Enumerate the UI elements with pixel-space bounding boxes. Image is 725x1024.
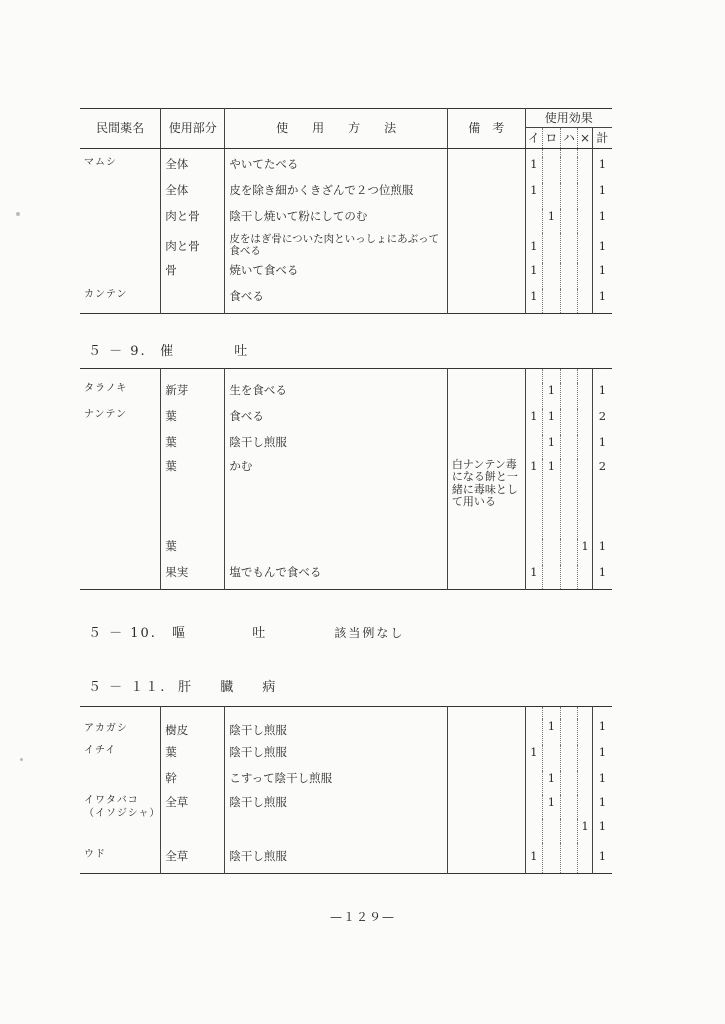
effect-i: 1 [525, 459, 543, 539]
part-used: 骨 [161, 263, 225, 289]
effect-ro [543, 289, 561, 313]
usage-method: 皮を除き細かくきざんで２つ位煎服 [225, 183, 448, 209]
effect-ha [560, 209, 578, 233]
part-used: 肉と骨 [161, 233, 225, 263]
remedy-name [80, 435, 161, 459]
table-row [80, 565, 612, 589]
table-row [80, 263, 612, 289]
effect-x [578, 719, 592, 745]
remedy-name [80, 459, 161, 539]
effect-x [578, 289, 592, 313]
effect-i [525, 719, 543, 745]
remedy-name: カンテン [84, 289, 128, 300]
effect-ro [543, 565, 561, 589]
effect-ha [560, 745, 578, 771]
usage-method: 陰干し煎服 [225, 843, 448, 873]
remarks [447, 157, 525, 183]
remedy-name: イワタバコ （イソジシャ） [84, 795, 161, 819]
usage-method: 食べる [225, 409, 448, 435]
remarks: 白ナンテン毒になる餅と一緒に毒味として用いる [447, 459, 525, 539]
table-row [80, 157, 612, 183]
header-note: 備 考 [447, 109, 525, 149]
remedy-name: マムシ [84, 157, 117, 168]
section-title-char: 肝 [178, 680, 194, 695]
effect-ha [560, 289, 578, 313]
effect-i: 1 [525, 565, 543, 589]
page-number: —１２９— [329, 910, 395, 924]
usage-method: 陰干し焼いて粉にしてのむ [225, 209, 448, 233]
effect-i: 1 [525, 157, 543, 183]
effect-ha [560, 157, 578, 183]
effect-ro: 1 [543, 771, 561, 795]
remarks [447, 209, 525, 233]
header-method: 使 用 方 法 [225, 109, 448, 149]
effect-total: 1 [592, 819, 612, 843]
table-row [80, 435, 612, 459]
effect-x [578, 771, 592, 795]
effect-x [578, 435, 592, 459]
effect-ha [560, 383, 578, 409]
effect-ha [560, 409, 578, 435]
header-total: 計 [592, 128, 612, 149]
effect-total: 1 [592, 157, 612, 183]
section-heading-5-11 [88, 676, 277, 695]
part-used: 葉 [161, 435, 225, 459]
part-used: 全草 [161, 795, 225, 819]
effect-total: 1 [592, 795, 612, 819]
remarks [447, 409, 525, 435]
effect-ro: 1 [543, 209, 561, 233]
effect-x [578, 209, 592, 233]
table-row [80, 539, 612, 565]
effect-x [578, 459, 592, 539]
effect-total: 1 [592, 289, 612, 313]
scan-speck [16, 212, 20, 216]
remedy-name [80, 263, 161, 289]
effect-ro: 1 [543, 383, 561, 409]
effect-ha [560, 771, 578, 795]
effect-i: 1 [525, 745, 543, 771]
effect-x [578, 263, 592, 289]
table-row [80, 795, 612, 819]
effect-ro: 1 [543, 719, 561, 745]
usage-method: 食べる [225, 289, 448, 313]
effect-ha [560, 435, 578, 459]
part-used: 幹 [161, 771, 225, 795]
remarks [447, 719, 525, 745]
effect-total: 1 [592, 565, 612, 589]
effect-ha [560, 719, 578, 745]
effect-i: 1 [525, 409, 543, 435]
section-number: ５ － １１. [88, 680, 167, 695]
table-row [80, 233, 612, 263]
remedy-name [80, 209, 161, 233]
effect-x [578, 795, 592, 819]
usage-method: 陰干し煎服 [225, 745, 448, 771]
remarks [447, 289, 525, 313]
table-row [80, 843, 612, 873]
effect-i: 1 [525, 843, 543, 873]
header-effect-ro: ロ [543, 128, 561, 149]
effect-x [578, 157, 592, 183]
remedy-name: タラノキ [84, 383, 128, 394]
remarks [447, 565, 525, 589]
remarks [447, 383, 525, 409]
effect-x [578, 183, 592, 209]
effect-i [525, 795, 543, 819]
usage-method: かむ [225, 459, 448, 539]
part-used: 葉 [161, 539, 225, 565]
section-note: 該当例なし [334, 626, 405, 640]
header-effect-i: イ [525, 128, 543, 149]
effect-total: 1 [592, 771, 612, 795]
effect-total: 1 [592, 383, 612, 409]
usage-method: 生を食べる [225, 383, 448, 409]
effect-i [525, 539, 543, 565]
effect-x [578, 233, 592, 263]
usage-method: 焼いて食べる [225, 263, 448, 289]
effect-total: 1 [592, 539, 612, 565]
part-used [161, 819, 225, 843]
effect-ha [560, 819, 578, 843]
header-name: 民間薬名 [80, 109, 161, 149]
effect-ro [543, 539, 561, 565]
effect-i: 1 [525, 263, 543, 289]
effect-total: 1 [592, 209, 612, 233]
part-used: 果実 [161, 565, 225, 589]
effect-ro [543, 233, 561, 263]
effect-total: 1 [592, 435, 612, 459]
usage-method [225, 819, 448, 843]
effect-x [578, 745, 592, 771]
section-number: ５ － 10. [88, 626, 157, 641]
table-5-9 [80, 368, 612, 590]
part-used: 全体 [161, 183, 225, 209]
effect-i: 1 [525, 233, 543, 263]
effect-ha [560, 565, 578, 589]
table-row [80, 719, 612, 745]
effect-total: 1 [592, 233, 612, 263]
remarks [447, 795, 525, 819]
remedy-name [80, 771, 161, 795]
usage-method: やいてたべる [225, 157, 448, 183]
remedy-name: ナンテン [84, 409, 127, 420]
usage-method: 陰干し煎服 [225, 795, 448, 819]
effect-i: 1 [525, 183, 543, 209]
header-effect: 使用効果 [525, 109, 612, 128]
table-row [80, 383, 612, 409]
effect-x [578, 383, 592, 409]
usage-method: 陰干し煎服 [225, 435, 448, 459]
table-row [80, 409, 612, 435]
header-part: 使用部分 [161, 109, 225, 149]
section-heading-5-9 [88, 340, 249, 359]
part-used: 葉 [161, 459, 225, 539]
remarks [447, 435, 525, 459]
usage-method: 皮をはぎ骨についた肉といっしょにあぶって食べる [225, 233, 448, 263]
effect-total: 1 [592, 183, 612, 209]
section-heading-5-10 [88, 622, 404, 641]
effect-ha [560, 183, 578, 209]
scan-speck [20, 758, 23, 761]
effect-x: 1 [578, 539, 592, 565]
effect-total: 1 [592, 843, 612, 873]
table-row [80, 209, 612, 233]
usage-method: こすって陰干し煎服 [225, 771, 448, 795]
remedy-name [80, 183, 161, 209]
table-row [80, 819, 612, 843]
remedy-name [80, 565, 161, 589]
header-effect-ha: ハ [560, 128, 578, 149]
effect-i [525, 771, 543, 795]
section-title-char: 嘔 [172, 626, 188, 641]
effect-ro: 1 [543, 409, 561, 435]
usage-method [225, 539, 448, 565]
section-title-char: 病 [262, 680, 278, 695]
effect-x [578, 843, 592, 873]
effect-x [578, 565, 592, 589]
part-used: 新芽 [161, 383, 225, 409]
effect-ro [543, 263, 561, 289]
remarks [447, 233, 525, 263]
table-row [80, 289, 612, 313]
effect-i [525, 209, 543, 233]
effect-ha [560, 263, 578, 289]
effect-ha [560, 233, 578, 263]
effect-ro [543, 843, 561, 873]
table-5-8 [80, 108, 612, 314]
effect-total: 1 [592, 263, 612, 289]
effect-total: 1 [592, 745, 612, 771]
section-title-char: 吐 [252, 626, 268, 641]
header-effect-x: × [578, 128, 592, 149]
effect-ro [543, 745, 561, 771]
remarks [447, 819, 525, 843]
part-used [161, 289, 225, 313]
remedy-name: アカガシ [84, 723, 128, 734]
part-used: 肉と骨 [161, 209, 225, 233]
remarks [447, 539, 525, 565]
effect-ro [543, 183, 561, 209]
table-row [80, 183, 612, 209]
usage-method: 陰干し煎服 [225, 719, 448, 745]
remedy-name [80, 233, 161, 263]
effect-i [525, 819, 543, 843]
section-title-char: 催 [160, 344, 176, 359]
remedy-name [80, 539, 161, 565]
effect-i [525, 435, 543, 459]
section-number: ５ － 9. [88, 344, 147, 359]
effect-i [525, 383, 543, 409]
effect-total: 1 [592, 719, 612, 745]
remedy-name: イチイ [84, 745, 117, 756]
effect-x: 1 [578, 819, 592, 843]
remarks [447, 183, 525, 209]
effect-ro [543, 819, 561, 843]
remarks [447, 843, 525, 873]
effect-ro: 1 [543, 459, 561, 539]
remarks [447, 745, 525, 771]
usage-method: 塩でもんで食べる [225, 565, 448, 589]
effect-ha [560, 539, 578, 565]
effect-ha [560, 795, 578, 819]
table-5-11 [80, 706, 612, 874]
effect-ro: 1 [543, 795, 561, 819]
part-used: 葉 [161, 745, 225, 771]
effect-total: 2 [592, 459, 612, 539]
effect-total: 2 [592, 409, 612, 435]
effect-ha [560, 459, 578, 539]
remedy-name: ウド [84, 849, 106, 860]
effect-ro: 1 [543, 435, 561, 459]
part-used: 葉 [161, 409, 225, 435]
part-used: 全草 [161, 843, 225, 873]
effect-ro [543, 157, 561, 183]
remarks [447, 263, 525, 289]
table-row [80, 745, 612, 771]
section-title-char: 吐 [234, 344, 250, 359]
part-used: 樹皮 [161, 719, 225, 745]
table-row [80, 771, 612, 795]
effect-x [578, 409, 592, 435]
table-row [80, 459, 612, 539]
part-used: 全体 [161, 157, 225, 183]
effect-i: 1 [525, 289, 543, 313]
remarks [447, 771, 525, 795]
section-title-char: 臓 [220, 680, 236, 695]
effect-ha [560, 843, 578, 873]
